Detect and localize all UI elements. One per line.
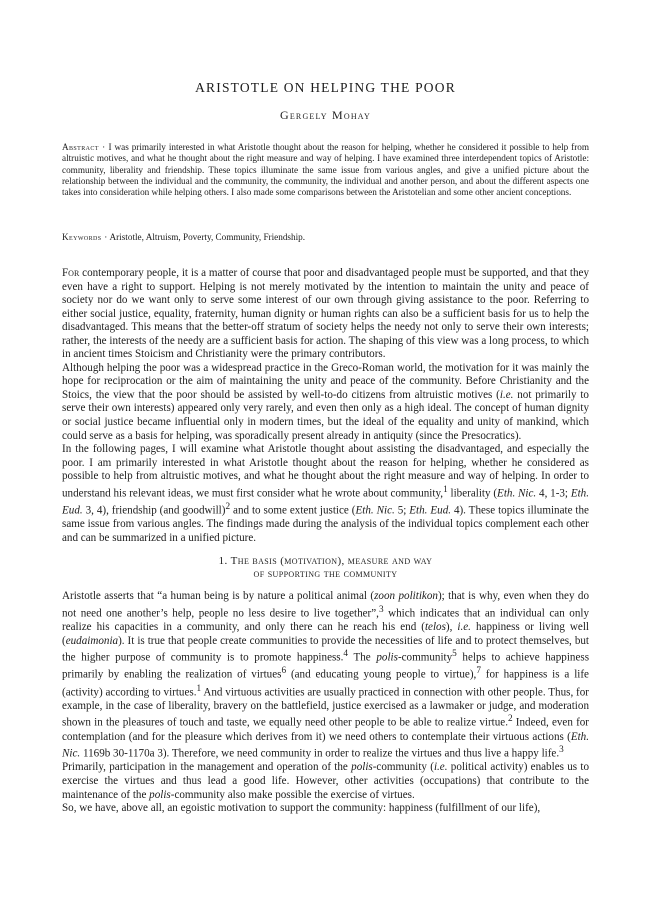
footnote-ref[interactable]: 2 <box>508 714 513 725</box>
footnote-ref[interactable]: 5 <box>452 649 457 660</box>
footnote-ref[interactable]: 3 <box>378 604 384 615</box>
body-text <box>62 267 589 816</box>
footnote-ref[interactable]: 4 <box>343 649 349 660</box>
section-1-paragraph-3: So, we have, above all, an egoistic motivation to support the community: happiness (fulfillment of our life), <box>62 802 541 815</box>
section-1-paragraph-2: Primarily, participation in the management and operation of the polis-community (i.e. political activity) enables us to exercise the virtues and thus lead a good life. However, other activities (occupations) that contribute to the maintenance of the polis-community also make possible the exercise of virtues. <box>62 761 589 801</box>
footnote-ref[interactable]: 1 <box>443 484 448 495</box>
article-title: ARISTOTLE ON HELPING THE POOR <box>195 80 456 95</box>
intro-paragraph-2: Although helping the poor was a widespread practice in the Greco-Roman world, the motivation for it was mainly the hope for reciprocation or the aim of maintaining the unity and peace of the community. Before Christianity and the Stoics, the view that the poor should be assisted by well-to-do citizens from altruistic motives (i.e. not primarily to serve their own interests) appeared only very rarely, and even then only as a high ideal. The concept of human dignity or social justice became influential only in modern times, but the ideal of the equality and unity of mankind, which could serve as a basis for helping, was sporadically present already in antiquity (since the Presocratics). <box>62 361 589 442</box>
keywords-text: Aristotle, Altruism, Poverty, Community, Friendship. <box>109 232 306 242</box>
article-author: Gergely Mohay <box>279 108 372 122</box>
drop-lead: For <box>62 267 80 279</box>
intro-paragraph-3: In the following pages, I will examine what Aristotle thought about assisting the disadvantaged, and especially the poor. I am primarily interested in what Aristotle thought about the reason for helping, whether he considered as possible to help from altruistic motives, and what he thought about the right measure and way of helping. In order to understand his relevant ideas, we must first consider what he wrote about community,$^1$ liberality (Eth. Nic. 4, 1-3; Eth. Eud. 3, 4), friendship (and goodwill)$^2$ and to some extent justice (Eth. Nic. 5; Eth. Eud. 4). These topics illuminate the same issue from various angles. The findings made during the analysis of the individual topics complement each other and can be summarized in a unified picture. <box>62 443 590 544</box>
keywords-label: Keywords · <box>62 232 108 242</box>
footnote-ref[interactable]: 7 <box>476 666 481 677</box>
abstract-label: Abstract · <box>62 142 106 152</box>
section-heading: 1. The basis (motivation), measure and way of supporting the community <box>218 555 433 581</box>
footnote-ref[interactable]: 6 <box>281 666 287 677</box>
section-1-paragraph-1: Aristotle asserts that “a human being is by nature a political animal (zoon politikon); that is why, even when they do not need one another’s help, people no less desire to live together”,$^3$ which indicates that an individual can only realize his capacities in a community, and only there can he reach his end (telos), i.e. happiness or living well (eudaimonia). It is true that people create communities to provide the necessities of life and to protect themselves, but the higher purpose of community is to promote happiness.$^4$ The polis-community$^5$ helps to achieve happiness primarily by enabling the realization of virtues$^6$ (and educating young people to virtue),$^7$ for happiness is a life (activity) according to virtues.$^1$ And virtuous activities are usually practiced in connection with other people. Thus, for example, in the case of liberality, bravery on the battlefield, justice exercised as a lawmaker or judge, and moderation shown in the pleasures of touch and taste, we equally need other people to be able to realize virtue.$^2$ Indeed, even for contemplation (and for the pleasure which derives from it) we need others to contemplate their virtuous actions (Eth. Nic. 1169b 30-1170a 3). Therefore, we need community in order to realize the virtues and thus live a happy life.$^3$ <box>62 590 590 760</box>
footnote-ref[interactable]: 2 <box>225 501 231 512</box>
abstract-text: I was primarily interested in what Aristotle thought about the reason for helping, whether he considered it possible to help from altruistic motives, and what he thought about the right measure and way of helping. I have examined three interdependent topics of Aristotle: community, liberality and friendship. These topics illuminate the same issue from various angles, and give a unified picture about the relationship between the individual and the community, the community, the individual and another person, and about the different aspects one takes into consideration while helping others. I also made some comparisons between the Aristotelian and some other ancient conceptions. <box>62 142 590 198</box>
footnote-ref[interactable]: 3 <box>559 745 564 756</box>
intro-paragraph-1: For contemporary people, it is a matter of course that poor and disadvantaged people must be supported, and that they even have a right to support. Helping is not merely motivated by the intention to maintain the unity and peace of society nor do we want only to serve some interest of our own through giving assistance to the poor. Referring to either social justice, equality, fraternity, human dignity or human rights can also be a sufficient basis for us to help the disadvantaged. This means that the better-off stratum of society helps the needy not only to serve their own interests; rather, the interests of the needy are a sufficient basis for action. The shaping of this view was a long process, to which in ancient times Stoicism and Christianity were the primary contributors. <box>62 267 589 361</box>
keywords <box>62 232 589 243</box>
abstract <box>62 142 589 198</box>
footnote-ref[interactable]: 1 <box>196 683 202 694</box>
